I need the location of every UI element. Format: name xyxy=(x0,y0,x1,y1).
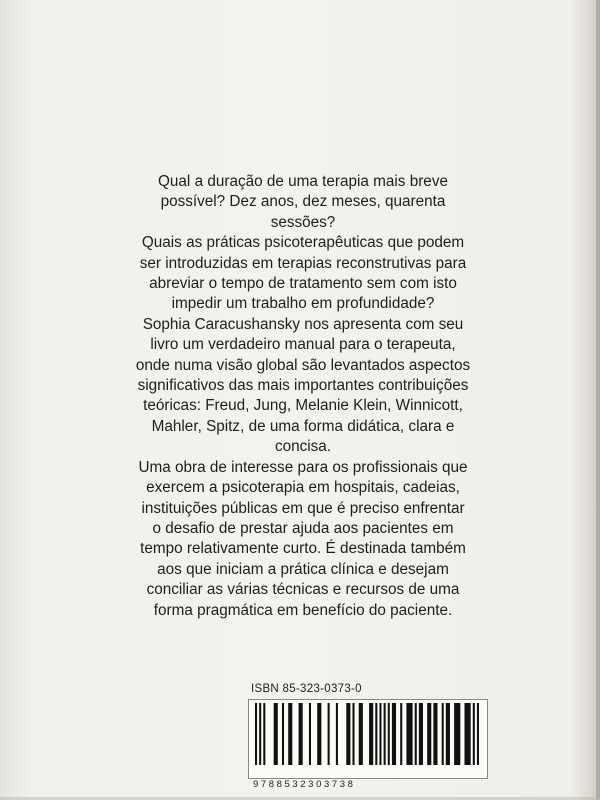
barcode-bar xyxy=(379,703,381,765)
synopsis-line: Qual a duração de uma terapia mais breve xyxy=(158,173,448,190)
barcode-bar xyxy=(400,703,402,765)
barcode-bar xyxy=(433,703,437,765)
barcode-bar xyxy=(392,703,396,765)
barcode-bar xyxy=(299,703,303,765)
synopsis-line: possível? Dez anos, dez meses, quarenta xyxy=(160,193,446,211)
synopsis-line: ser introduzidas em terapias reconstrutivas para xyxy=(139,254,467,272)
synopsis-line: sessões? xyxy=(270,213,336,231)
synopsis-line: Mahler, Spitz, de uma forma didática, clara e xyxy=(151,417,455,435)
barcode-bar xyxy=(288,703,292,765)
synopsis-line: Sophia Caracushansky nos apresenta com seu xyxy=(142,315,464,333)
isbn-barcode-block xyxy=(248,683,488,790)
barcode-bar xyxy=(388,703,390,765)
barcode-frame xyxy=(248,699,488,790)
synopsis-line: significativos das mais importantes contribuições xyxy=(137,377,469,395)
synopsis-line: teóricas: Freud, Jung, Melanie Klein, Winnicott, xyxy=(143,397,463,415)
synopsis-line: conciliar as várias técnicas e recursos de uma xyxy=(146,581,460,599)
synopsis-line: onde numa visão global são levantados aspectos xyxy=(135,356,471,374)
synopsis-line: Uma obra de interesse para os profissionais que xyxy=(138,458,468,476)
barcode-bar xyxy=(464,703,470,765)
barcode-bar xyxy=(259,703,261,765)
synopsis-line: instituições públicas em que é preciso enfrentar xyxy=(141,499,465,517)
barcode-bar xyxy=(309,703,311,765)
barcode-bar xyxy=(384,703,386,765)
synopsis-line: tempo relativamente curto. É destinada também xyxy=(140,540,466,558)
barcode-digits: 9788532303738 xyxy=(253,779,356,790)
synopsis-line: exercem a psicoterapia em hospitais, cadeias, xyxy=(146,479,460,497)
synopsis-line: concisa. xyxy=(274,438,332,456)
isbn-label: ISBN 85-323-0373-0 xyxy=(251,683,362,695)
barcode-bar xyxy=(255,703,257,765)
barcode-bar xyxy=(263,703,265,765)
barcode-bar xyxy=(419,703,423,765)
synopsis-line: aos que iniciam a prática clínica e desejam xyxy=(157,560,449,578)
barcode-bar xyxy=(274,703,278,765)
synopsis-line: livro um verdadeiro manual para o terapeuta, xyxy=(150,336,456,354)
barcode-bar xyxy=(359,703,363,765)
barcode-bar xyxy=(328,703,330,765)
barcode-bar xyxy=(454,703,460,765)
synopsis-text xyxy=(118,172,488,621)
barcode-bar xyxy=(375,703,377,765)
barcode-bar xyxy=(446,703,450,765)
barcode-bar xyxy=(346,703,350,765)
barcode-bar xyxy=(282,703,284,765)
barcode-bar xyxy=(427,703,431,765)
barcode-bar xyxy=(336,703,338,765)
barcode-bar xyxy=(369,703,373,765)
barcode-bar xyxy=(317,703,321,765)
barcode-bar xyxy=(473,703,475,765)
cover-spine-edge xyxy=(596,0,600,800)
barcode-bar xyxy=(415,703,417,765)
barcode-bar xyxy=(477,703,479,765)
barcode-bar xyxy=(442,703,444,765)
synopsis-line: impedir um trabalho em profundidade? xyxy=(171,295,435,313)
synopsis-line: forma pragmática em benefício do paciente. xyxy=(153,601,453,619)
barcode-bars xyxy=(255,703,481,777)
barcode-bar xyxy=(352,703,354,765)
synopsis-line: abreviar o tempo de tratamento sem com isto xyxy=(149,275,457,293)
synopsis-line: o desafio de prestar ajuda aos pacientes em xyxy=(152,519,454,537)
synopsis-line: Quais as práticas psicoterapêuticas que podem xyxy=(141,234,465,252)
barcode-bar xyxy=(406,703,412,765)
